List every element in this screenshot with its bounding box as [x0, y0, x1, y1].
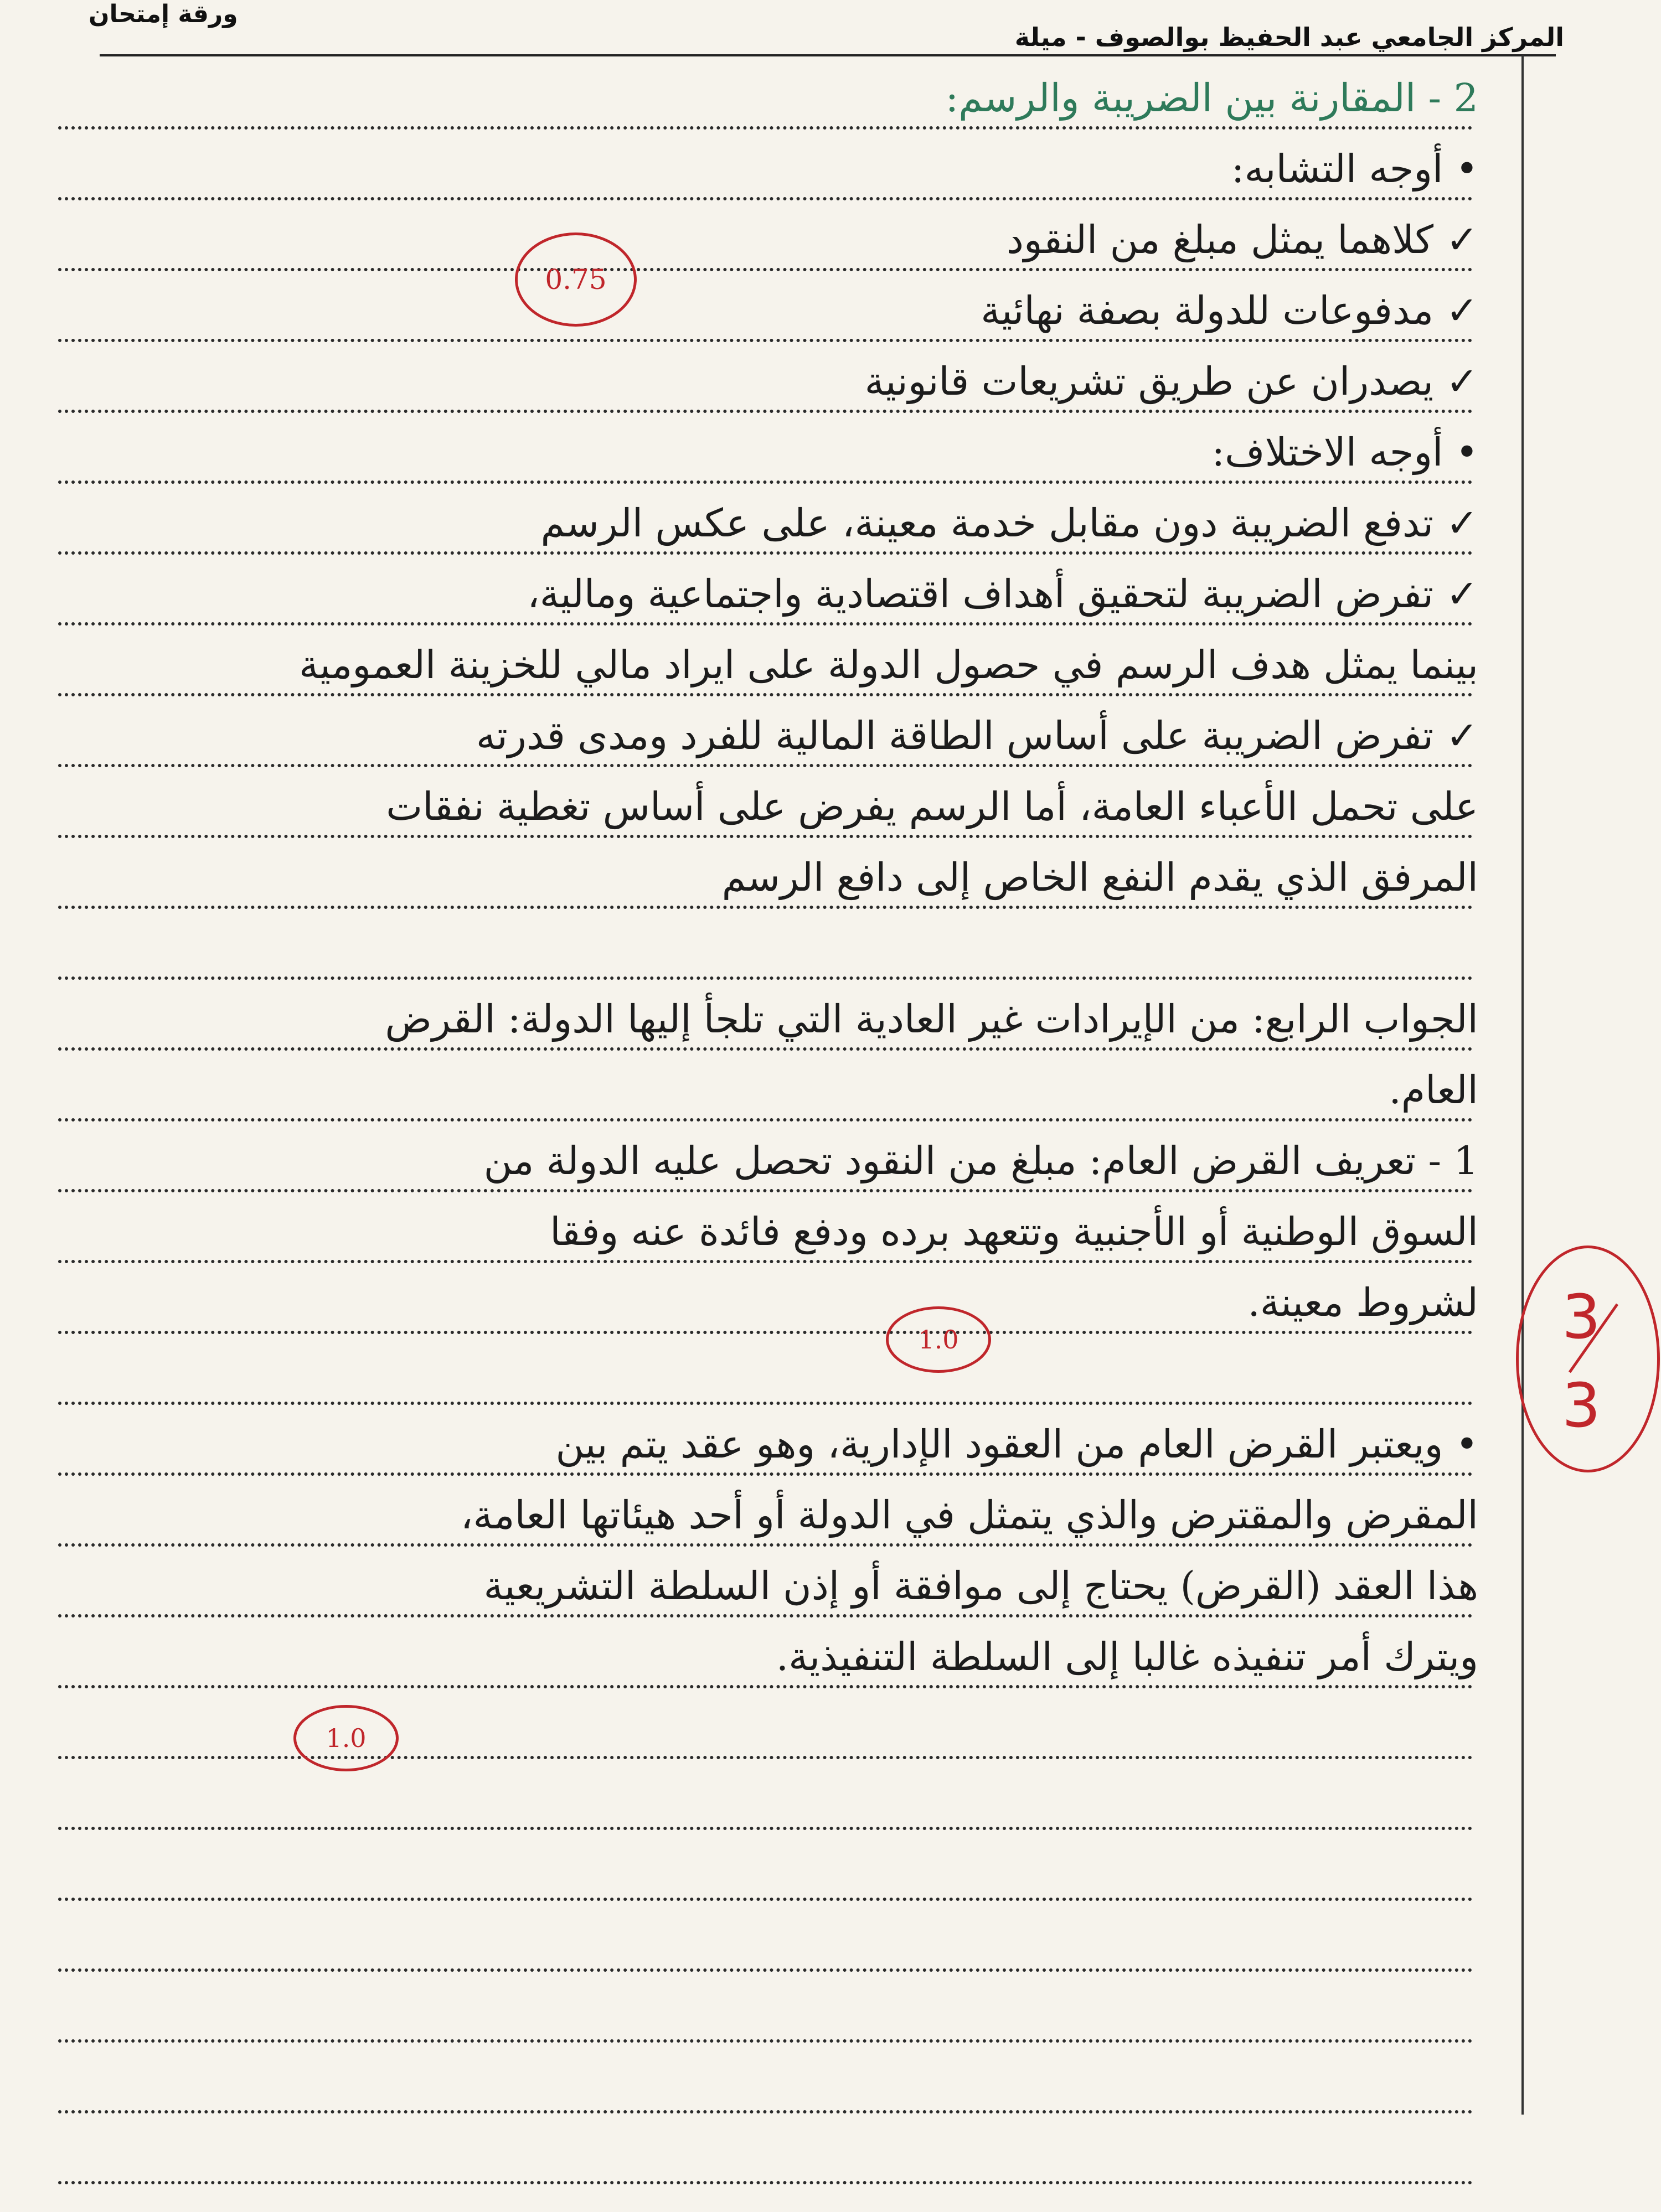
ruled-line: [58, 835, 1473, 838]
answer-line: ✓ كلاهما يمثل مبلغ من النقود: [1006, 217, 1478, 262]
ruled-line: [58, 693, 1473, 696]
answer-line: ✓ تفرض الضريبة لتحقيق أهداف اقتصادية واجتماعية ومالية،: [527, 571, 1478, 617]
grade-mark-3: 1.0: [293, 1705, 399, 1771]
answer-line: • ويعتبر القرض العام من العقود الإدارية، وهو عقد يتم بين: [555, 1422, 1478, 1467]
answer-line: الجواب الرابع: من الإيرادات غير العادية التي تلجأ إليها الدولة: القرض: [385, 996, 1478, 1042]
ruled-line: [58, 1047, 1473, 1051]
ruled-line: [58, 906, 1473, 909]
ruled-line: [58, 197, 1473, 200]
grade-mark-2: 1.0: [886, 1306, 991, 1373]
ruled-line: [58, 1827, 1473, 1830]
ruled-line: [58, 1402, 1473, 1405]
answer-line: ✓ يصدران عن طريق تشريعات قانونية: [864, 359, 1478, 404]
total-score: [1516, 1245, 1660, 1472]
answer-line: 2 - المقارنة بين الضريبة والرسم:: [945, 75, 1478, 121]
ruled-line: [58, 2039, 1473, 2043]
ruled-line: [58, 1118, 1473, 1121]
answer-line: 1 - تعريف القرض العام: مبلغ من النقود تحصل عليه الدولة من: [483, 1138, 1478, 1183]
ruled-line: [58, 1756, 1473, 1759]
ruled-line: [58, 551, 1473, 555]
answer-line: لشروط معينة.: [1247, 1280, 1478, 1325]
ruled-line: [58, 268, 1473, 271]
ruled-line: [58, 976, 1473, 980]
answer-line: ويترك أمر تنفيذه غالبا إلى السلطة التنفيذية.: [776, 1634, 1478, 1679]
answer-line: ✓ تفرض الضريبة على أساس الطاقة المالية للفرد ومدى قدرته: [476, 713, 1478, 758]
ruled-line: [58, 1614, 1473, 1617]
ruled-line: [58, 339, 1473, 342]
answer-line: السوق الوطنية أو الأجنبية وتتعهد برده ودفع فائدة عنه وفقا: [550, 1209, 1478, 1254]
total-score-out-of: 3: [1562, 1370, 1601, 1441]
ruled-line: [58, 410, 1473, 413]
ruled-line: [58, 1543, 1473, 1547]
answer-line: • أوجه التشابه:: [1231, 146, 1478, 192]
grade-mark-1: 0.75: [515, 232, 637, 327]
answer-line: • أوجه الاختلاف:: [1211, 430, 1478, 475]
ruled-line: [58, 1472, 1473, 1476]
ruled-line: [58, 622, 1473, 626]
answer-line: هذا العقد (القرض) يحتاج إلى موافقة أو إذن السلطة التشريعية: [483, 1563, 1478, 1609]
answer-line: المرفق الذي يقدم النفع الخاص إلى دافع الرسم: [721, 855, 1478, 900]
ruled-line: [58, 1331, 1473, 1334]
ruled-line: [58, 1260, 1473, 1263]
answer-line: ✓ مدفوعات للدولة بصفة نهائية: [981, 288, 1478, 333]
answer-line: المقرض والمقترض والذي يتمثل في الدولة أو أحد هيئاتها العامة،: [460, 1492, 1478, 1538]
margin-line: [1521, 55, 1524, 2115]
ruled-line: [58, 1968, 1473, 1972]
total-score-value: 3: [1562, 1281, 1601, 1352]
answer-line: ✓ تدفع الضريبة دون مقابل خدمة معينة، على عكس الرسم: [540, 500, 1478, 546]
answer-line: بينما يمثل هدف الرسم في حصول الدولة على ايراد مالي للخزينة العمومية: [299, 642, 1478, 688]
ruled-line: [58, 1685, 1473, 1688]
ruled-line: [58, 1898, 1473, 1901]
ruled-line: [58, 764, 1473, 767]
answer-line: على تحمل الأعباء العامة، أما الرسم يفرض على أساس تغطية نفقات: [386, 784, 1478, 829]
ruled-line: [58, 480, 1473, 484]
ruled-line: [58, 1189, 1473, 1192]
exam-sheet-label: ورقة إمتحان: [89, 0, 238, 28]
answer-line: العام.: [1389, 1067, 1478, 1113]
header-rule: [100, 54, 1556, 56]
ruled-line: [58, 2110, 1473, 2113]
institution-name: المركز الجامعي عبد الحفيظ بوالصوف - ميلة: [1014, 22, 1564, 52]
ruled-line: [58, 126, 1473, 130]
ruled-line: [58, 2181, 1473, 2184]
